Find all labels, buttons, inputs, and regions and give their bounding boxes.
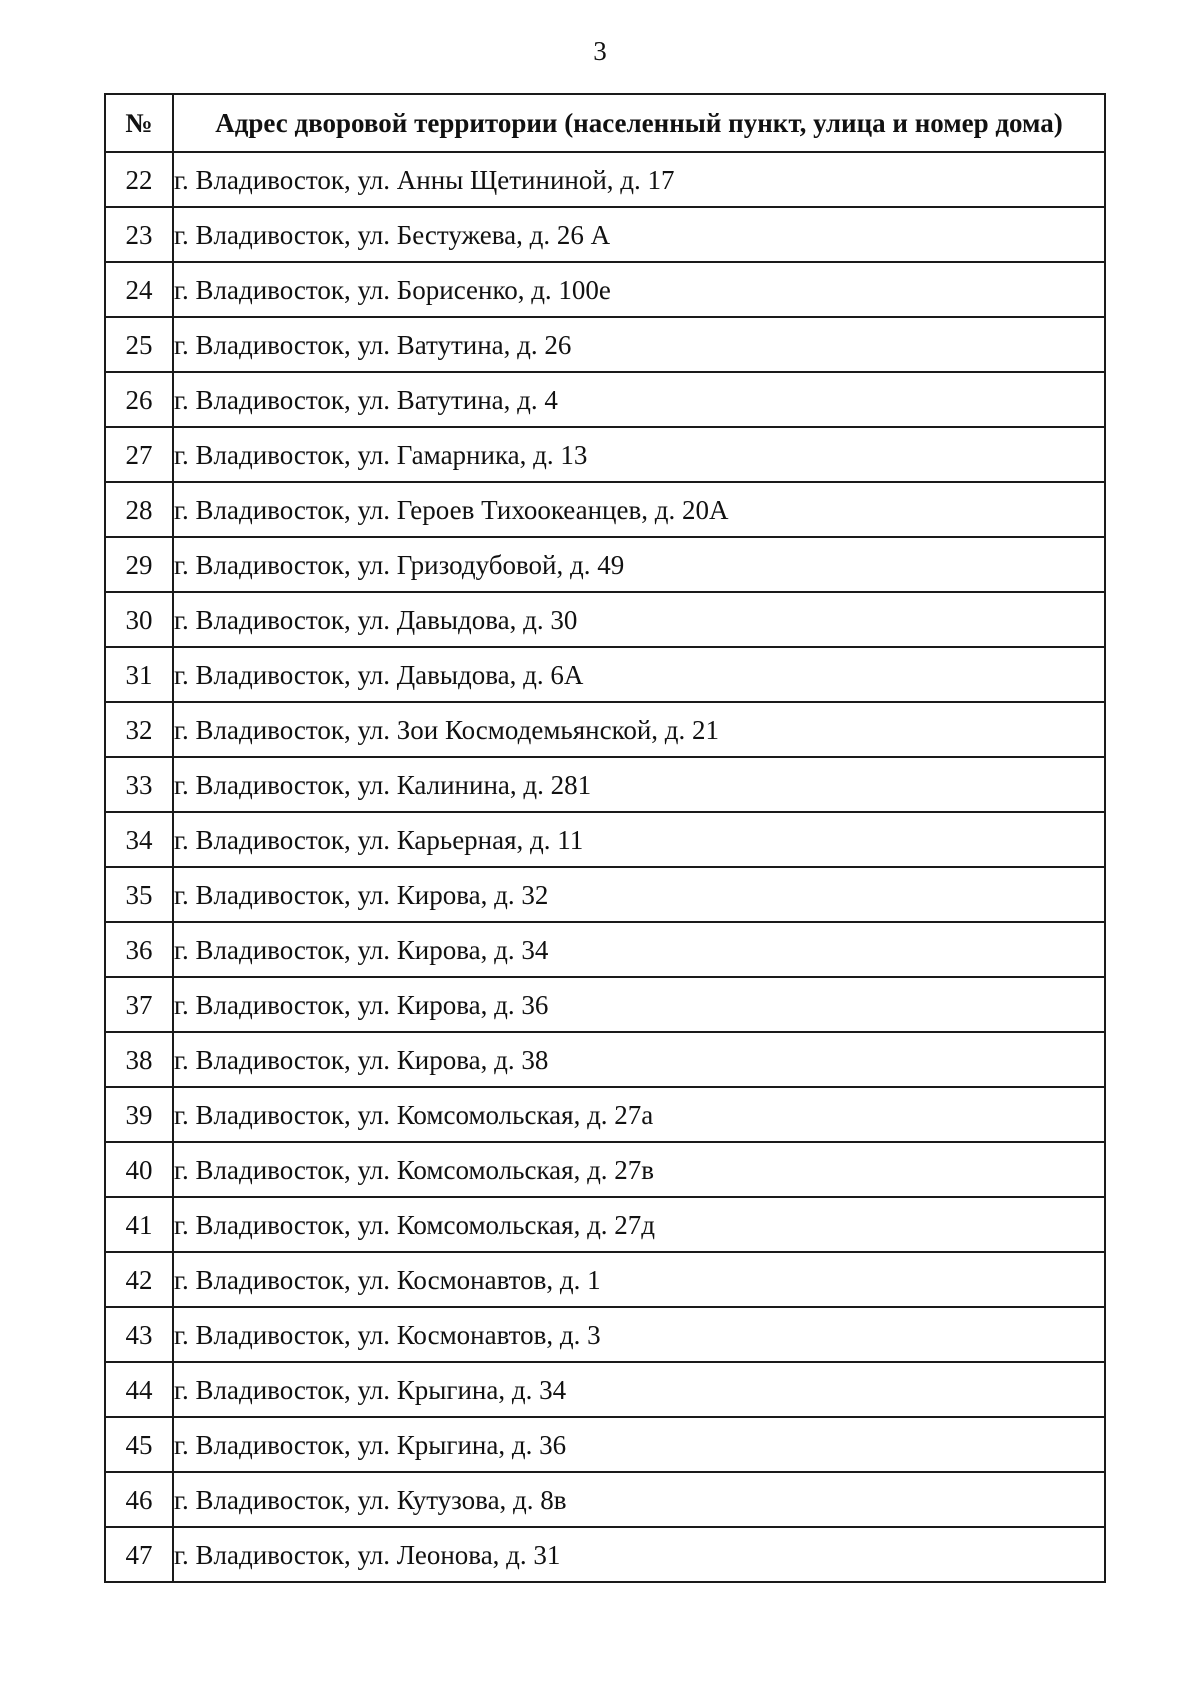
row-address: г. Владивосток, ул. Борисенко, д. 100е [173,262,1105,317]
row-address: г. Владивосток, ул. Леонова, д. 31 [173,1527,1105,1582]
table-row [105,592,1105,647]
row-number: 39 [105,1087,173,1142]
row-number: 47 [105,1527,173,1582]
row-number: 33 [105,757,173,812]
table-header-row [105,94,1105,152]
table-row [105,812,1105,867]
row-number: 36 [105,922,173,977]
row-number: 32 [105,702,173,757]
row-address: г. Владивосток, ул. Ватутина, д. 26 [173,317,1105,372]
table-row [105,1142,1105,1197]
row-number: 22 [105,152,173,207]
table-row [105,1252,1105,1307]
row-address: г. Владивосток, ул. Ватутина, д. 4 [173,372,1105,427]
table-row [105,977,1105,1032]
table-row [105,1197,1105,1252]
row-address: г. Владивосток, ул. Космонавтов, д. 3 [173,1307,1105,1362]
row-number: 24 [105,262,173,317]
row-number: 35 [105,867,173,922]
row-number: 42 [105,1252,173,1307]
address-table [104,93,1106,1583]
row-address: г. Владивосток, ул. Героев Тихоокеанцев, д. 20А [173,482,1105,537]
row-number: 27 [105,427,173,482]
row-address: г. Владивосток, ул. Бестужева, д. 26 А [173,207,1105,262]
table-row [105,1362,1105,1417]
row-number: 28 [105,482,173,537]
table-row [105,1307,1105,1362]
table-row [105,427,1105,482]
row-address: г. Владивосток, ул. Гризодубовой, д. 49 [173,537,1105,592]
row-number: 44 [105,1362,173,1417]
row-address: г. Владивосток, ул. Гамарника, д. 13 [173,427,1105,482]
row-number: 34 [105,812,173,867]
row-address: г. Владивосток, ул. Крыгина, д. 34 [173,1362,1105,1417]
table-row [105,482,1105,537]
table-row [105,372,1105,427]
row-address: г. Владивосток, ул. Анны Щетининой, д. 17 [173,152,1105,207]
row-address: г. Владивосток, ул. Кутузова, д. 8в [173,1472,1105,1527]
row-address: г. Владивосток, ул. Кирова, д. 36 [173,977,1105,1032]
column-header-number: № [105,94,173,152]
table-row [105,1032,1105,1087]
table-row [105,207,1105,262]
table-row [105,1472,1105,1527]
row-address: г. Владивосток, ул. Комсомольская, д. 27в [173,1142,1105,1197]
column-header-address: Адрес дворовой территории (населенный пункт, улица и номер дома) [173,94,1105,152]
table-body [105,152,1105,1582]
row-address: г. Владивосток, ул. Кирова, д. 32 [173,867,1105,922]
row-number: 31 [105,647,173,702]
table-row [105,537,1105,592]
row-number: 29 [105,537,173,592]
table-row [105,1527,1105,1582]
row-number: 25 [105,317,173,372]
page-number: 3 [593,36,607,66]
row-address: г. Владивосток, ул. Крыгина, д. 36 [173,1417,1105,1472]
row-number: 23 [105,207,173,262]
table-row [105,1087,1105,1142]
row-number: 45 [105,1417,173,1472]
row-number: 41 [105,1197,173,1252]
table-row [105,317,1105,372]
table-row [105,1417,1105,1472]
row-address: г. Владивосток, ул. Давыдова, д. 30 [173,592,1105,647]
row-number: 43 [105,1307,173,1362]
row-number: 26 [105,372,173,427]
row-address: г. Владивосток, ул. Кирова, д. 34 [173,922,1105,977]
table-row [105,757,1105,812]
row-address: г. Владивосток, ул. Космонавтов, д. 1 [173,1252,1105,1307]
row-number: 40 [105,1142,173,1197]
row-address: г. Владивосток, ул. Зои Космодемьянской, д. 21 [173,702,1105,757]
row-number: 30 [105,592,173,647]
row-address: г. Владивосток, ул. Комсомольская, д. 27д [173,1197,1105,1252]
row-address: г. Владивосток, ул. Карьерная, д. 11 [173,812,1105,867]
row-address: г. Владивосток, ул. Калинина, д. 281 [173,757,1105,812]
row-number: 38 [105,1032,173,1087]
row-address: г. Владивосток, ул. Давыдова, д. 6А [173,647,1105,702]
table-row [105,922,1105,977]
row-address: г. Владивосток, ул. Кирова, д. 38 [173,1032,1105,1087]
table-row [105,152,1105,207]
row-address: г. Владивосток, ул. Комсомольская, д. 27а [173,1087,1105,1142]
row-number: 37 [105,977,173,1032]
table-row [105,262,1105,317]
row-number: 46 [105,1472,173,1527]
table-row [105,867,1105,922]
table-row [105,702,1105,757]
table-row [105,647,1105,702]
